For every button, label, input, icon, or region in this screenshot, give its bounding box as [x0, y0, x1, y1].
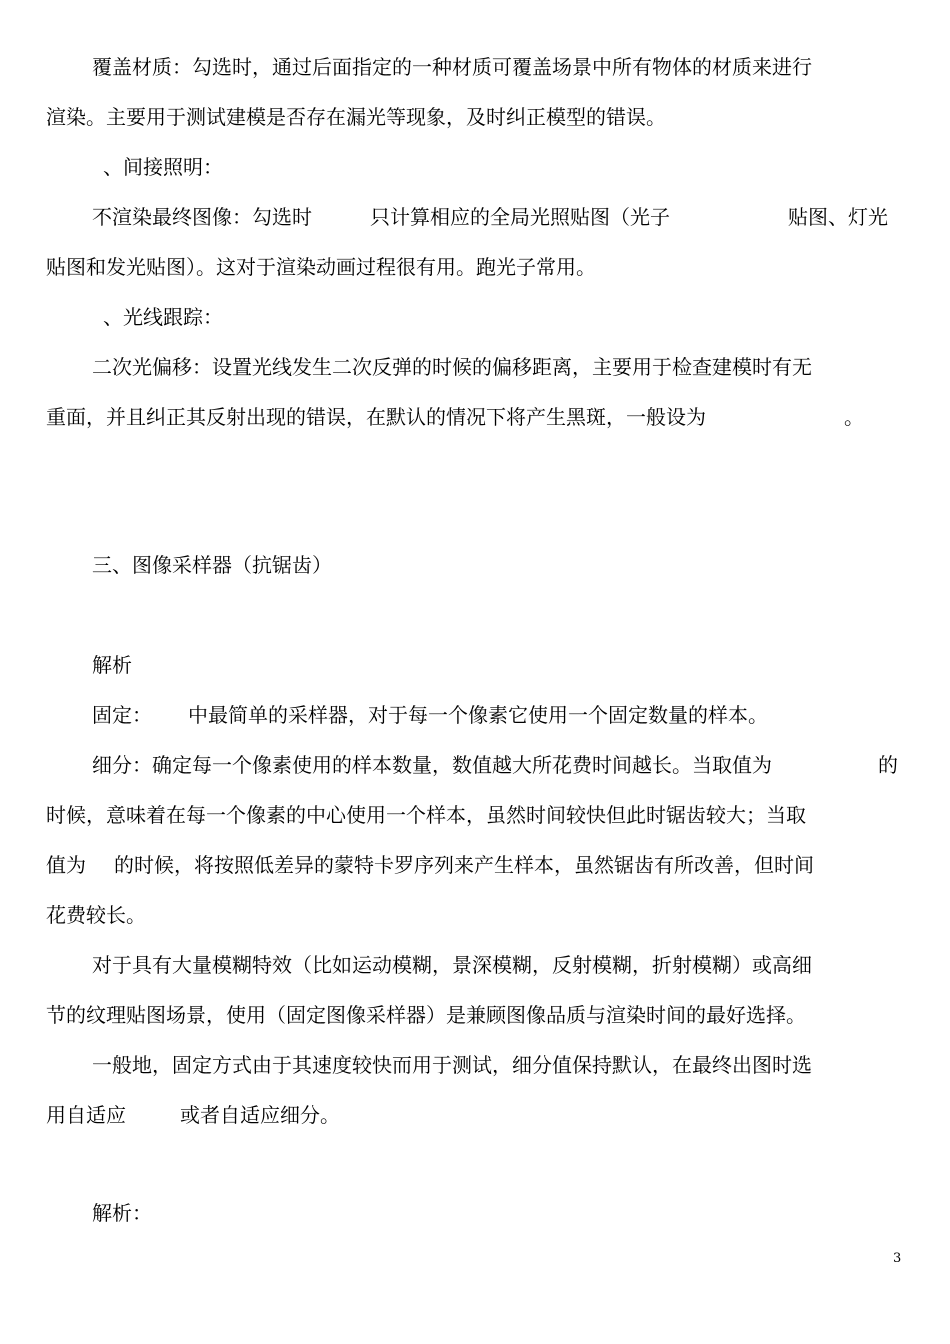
paragraph-general-line-2 — [0, 1098, 950, 1132]
label-analysis — [0, 648, 950, 682]
text-run: 细分：确定每一个像素使用的样本数量，数值越大所花费时间越长。当取值为 — [92, 753, 772, 777]
text-run: 贴图、灯光 — [788, 205, 888, 229]
paragraph-override-material-line-1 — [0, 50, 950, 84]
text-run: 值为 — [46, 853, 86, 877]
text-run: 二次光偏移：设置光线发生二次反弹的时候的偏移距离，主要用于检查建模时有无 — [92, 355, 812, 379]
text-run: 中最简单的采样器，对于每一个像素它使用一个固定数量的样本。 — [188, 703, 768, 727]
paragraph-subdivs-line-3 — [0, 848, 950, 882]
text-run: 重面，并且纠正其反射出现的错误，在默认的情况下将产生黑斑，一般设为 — [46, 405, 706, 429]
text-run: 对于具有大量模糊特效（比如运动模糊，景深模糊，反射模糊，折射模糊）或高细 — [92, 953, 812, 977]
text-run: 一般地，固定方式由于其速度较快而用于测试，细分值保持默认，在最终出图时选 — [92, 1053, 812, 1077]
paragraph-secondary-bias-line-2 — [0, 400, 950, 434]
heading-text: 、间接照明： — [103, 155, 223, 179]
text-run: 用自适应 — [46, 1103, 126, 1127]
paragraph-secondary-bias-line-1 — [0, 350, 950, 384]
text-run: 固定： — [92, 703, 152, 727]
text-run: 花费较长。 — [46, 903, 146, 927]
text-run: 不渲染最终图像：勾选时 — [92, 205, 312, 229]
label-analysis-colon — [0, 1196, 950, 1230]
heading-ray-tracing — [0, 300, 950, 334]
text-run: 或者自适应细分。 — [180, 1103, 340, 1127]
heading-text: 、光线跟踪： — [103, 305, 223, 329]
paragraph-subdivs-line-2 — [0, 798, 950, 832]
text-run: 的时候，将按照低差异的蒙特卡罗序列来产生样本，虽然锯齿有所改善，但时间 — [114, 853, 814, 877]
paragraph-dont-render-line-2 — [0, 250, 950, 284]
text-run: 渲染。主要用于测试建模是否存在漏光等现象，及时纠正模型的错误。 — [46, 105, 666, 129]
section-title-text: 三、图像采样器（抗锯齿） — [92, 553, 332, 577]
text-run: 时候，意味着在每一个像素的中心使用一个样本，虽然时间较快但此时锯齿较大；当取 — [46, 803, 806, 827]
text-run: 解析 — [92, 653, 132, 677]
text-run: 覆盖材质：勾选时，通过后面指定的一种材质可覆盖场景中所有物体的材质来进行 — [92, 55, 812, 79]
text-run: 解析： — [92, 1201, 152, 1225]
paragraph-blur-line-1 — [0, 948, 950, 982]
paragraph-override-material-line-2 — [0, 100, 950, 134]
page-number: 3 — [893, 1251, 902, 1266]
paragraph-blur-line-2 — [0, 998, 950, 1032]
text-run: 。 — [844, 405, 864, 429]
paragraph-fixed — [0, 698, 950, 732]
text-run: 只计算相应的全局光照贴图（光子 — [370, 205, 670, 229]
text-run: 的 — [878, 753, 898, 777]
heading-indirect-illumination — [0, 150, 950, 184]
section-title-image-sampler — [0, 548, 950, 582]
text-run: 贴图和发光贴图）。这对于渲染动画过程很有用。跑光子常用。 — [46, 255, 596, 279]
paragraph-general-line-1 — [0, 1048, 950, 1082]
text-run: 节的纹理贴图场景，使用（固定图像采样器）是兼顾图像品质与渲染时间的最好选择。 — [46, 1003, 806, 1027]
paragraph-subdivs-line-4 — [0, 898, 950, 932]
paragraph-subdivs-line-1 — [0, 748, 950, 782]
paragraph-dont-render-line-1 — [0, 200, 950, 234]
